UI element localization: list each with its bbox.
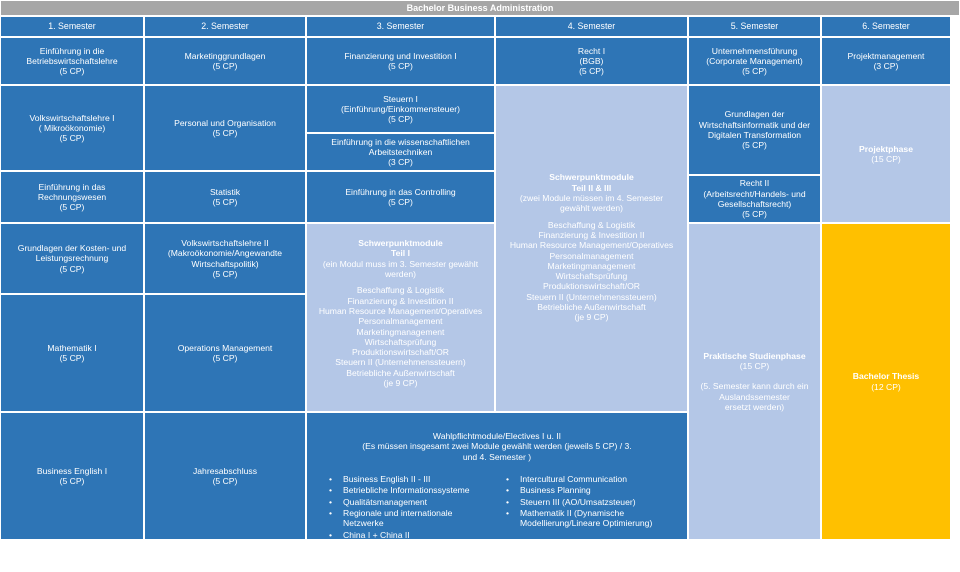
elective-item: • Business Planning: [506, 485, 683, 495]
module-business-english-1: [0, 412, 144, 540]
module-text: Jahresabschluss (5 CP): [192, 465, 257, 486]
electives-columns: [311, 474, 683, 552]
module-text: Unternehmensführung (Corporate Management) (5 CP): [706, 45, 803, 77]
module-vwl-2: [144, 223, 306, 294]
module-text: Grundlagen der Kosten- und Leistungsrechnung (5 CP): [17, 243, 127, 274]
module-einfuehrung-bwl: [0, 37, 144, 85]
schwerpunkt-note: (ein Modul muss im 3. Semester gewählt werden): [322, 258, 479, 279]
semester-label: 4. Semester: [567, 21, 616, 32]
module-text: Marketinggrundlagen (5 CP): [184, 50, 266, 71]
semester-label: 2. Semester: [201, 21, 249, 32]
module-text: Einführung in die wissenschaftlichen Arbeitstechniken (3 CP): [331, 136, 470, 168]
module-text: Projektmanagement (3 CP): [847, 50, 925, 71]
semester-header-4: [495, 16, 688, 37]
electives-more: Weitere Electives möglich: [506, 562, 605, 572]
elective-item: • Betriebliche Informationssysteme: [329, 485, 506, 495]
module-arbeitstechniken: [306, 133, 495, 171]
module-text: Personal und Organisation (5 CP): [174, 117, 276, 138]
schwerpunkt-title: Schwerpunktmodule Teil II & III: [549, 172, 634, 193]
elective-item: • Regionale und internationale Netzwerke: [329, 508, 506, 529]
electives-list-right: [506, 474, 683, 552]
module-text: Volkswirtschaftslehre II (Makroökonomie/Angewandte Wirtschaftspolitik) (5 CP): [167, 237, 283, 279]
elective-item: • Qualitätsmanagement: [329, 497, 506, 507]
module-operations-management: [144, 294, 306, 412]
elective-item: • Intercultural Communication: [506, 474, 683, 484]
module-unternehmensfuehrung: [688, 37, 821, 85]
module-text: Einführung in das Controlling (5 CP): [345, 186, 456, 207]
module-text: Einführung in die Betriebswirtschaftslehre (5 CP): [26, 45, 118, 77]
module-rechnungswesen: [0, 171, 144, 223]
module-jahresabschluss: [144, 412, 306, 540]
semester-label: 6. Semester: [862, 21, 910, 32]
module-projektmanagement: [821, 37, 951, 85]
schwerpunkt-teil-2-3: [495, 85, 688, 412]
module-text: Recht I (BGB) (5 CP): [577, 45, 606, 77]
module-text: Grundlagen der Wirtschaftsinformatik und der Digitalen Transformation (5 CP): [698, 109, 811, 151]
module-text: Statistik (5 CP): [209, 186, 241, 207]
semester-header-6: [821, 16, 951, 37]
praxis-cp: (15 CP): [739, 361, 770, 372]
praxis-note: (5. Semester kann durch ein Auslandssemester ersetzt werden): [700, 381, 809, 412]
program-title-bar: [0, 0, 960, 16]
elective-item: • Strategic Marketing: [329, 541, 506, 551]
projektphase-cp: (15 CP): [871, 154, 901, 164]
schwerpunkt-note: (zwei Module müssen im 4. Semester gewählt werden): [519, 192, 664, 214]
module-text: Recht II (Arbeitsrecht/Handels- und Gesellschaftsrecht) (5 CP): [703, 178, 806, 220]
program-title: Bachelor Business Administration: [406, 2, 554, 13]
module-wirtschaftsinformatik: [688, 85, 821, 175]
module-text: Finanzierung und Investition I (5 CP): [344, 50, 457, 71]
electives-list-left: [329, 474, 506, 552]
module-statistik: [144, 171, 306, 223]
elective-item: • Mathematik II (Dynamische Modellierung/Lineare Optimierung): [506, 508, 683, 529]
projektphase: [821, 85, 951, 223]
thesis-title: Bachelor Thesis: [852, 371, 920, 382]
module-mathematik-1: [0, 294, 144, 412]
module-text: Operations Management (5 CP): [177, 342, 273, 363]
semester-header-2: [144, 16, 306, 37]
module-personal-organisation: [144, 85, 306, 171]
projektphase-title: Projektphase: [859, 143, 913, 154]
semester-label: 3. Semester: [376, 21, 425, 32]
schwerpunkt-title: Schwerpunktmodule Teil I: [358, 238, 443, 259]
semester-header-1: [0, 16, 144, 37]
praxis-title: Praktische Studienphase: [703, 350, 806, 361]
module-text: Business English I (5 CP): [36, 465, 108, 486]
semester-header-5: [688, 16, 821, 37]
elective-item: • Steuern III (AO/Umsatzsteuer): [506, 497, 683, 507]
module-controlling: [306, 171, 495, 223]
semester-label: 1. Semester: [48, 21, 96, 32]
schwerpunkt-list: Beschaffung & Logistik Finanzierung & Investition II Human Resource Management/Operatives Personalmanagement Marketingmanagement Wirtschaftsprüfung Produktionswirtschaft/OR Steuern II (Unternehmenssteuern) Betriebliche Außenwirtschaft (je 9 CP): [509, 219, 674, 323]
elective-item: • China I + China II: [329, 530, 506, 540]
module-marketinggrundlagen: [144, 37, 306, 85]
module-text: Volkswirtschaftslehre I ( Mikroökonomie) (5 CP): [29, 112, 115, 144]
module-kostenrechnung: [0, 223, 144, 294]
thesis-cp: (12 CP): [871, 381, 901, 392]
semester-label: 5. Semester: [730, 21, 779, 32]
module-text: Einführung in das Rechnungswesen (5 CP): [37, 181, 107, 213]
electives-title: Wahlpflichtmodule/Electives I u. II (Es müssen insgesamt zwei Module gewählt werden (jeweils 5 CP) / 3. und 4. Semester ): [362, 431, 632, 462]
module-recht-2: [688, 175, 821, 223]
module-finanzierung-1: [306, 37, 495, 85]
module-vwl-1: [0, 85, 144, 171]
schwerpunkt-teil-1: [306, 223, 495, 412]
module-recht-1: [495, 37, 688, 85]
module-steuern-1: [306, 85, 495, 133]
semester-header-3: [306, 16, 495, 37]
schwerpunkt-list: Beschaffung & Logistik Finanzierung & Investition II Human Resource Management/Operatives Personalmanagement Marketingmanagement Wirtschaftsprüfung Produktionswirtschaft/OR Steuern II (Unternehmenssteuern) Betriebliche Außenwirtschaft (je 9 CP): [318, 285, 483, 389]
elective-item: • Business English II - III: [329, 474, 506, 484]
bachelor-thesis: [821, 223, 951, 540]
module-text: Mathematik I (5 CP): [47, 342, 97, 363]
praktische-studienphase: [688, 223, 821, 540]
module-text: Steuern I (Einführung/Einkommensteuer) (5 CP): [341, 93, 460, 125]
electives-block: [306, 412, 688, 572]
